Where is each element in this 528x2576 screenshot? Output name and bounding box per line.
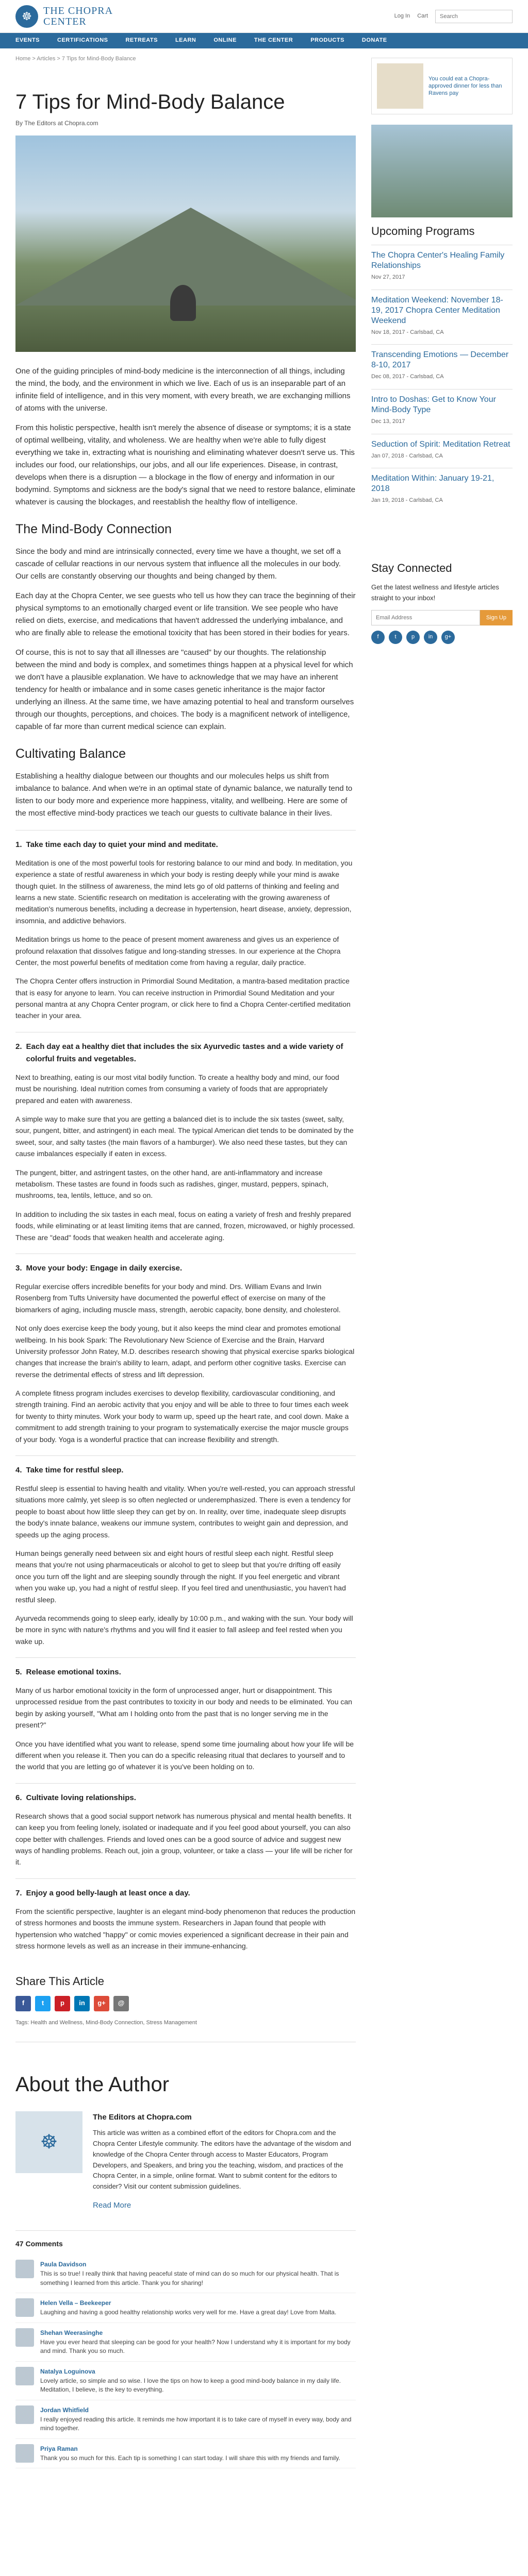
tip-heading bbox=[15, 1887, 356, 1900]
sidebar bbox=[371, 48, 513, 2489]
nav-item-learn[interactable]: LEARN bbox=[175, 37, 196, 44]
tip-item bbox=[15, 1032, 356, 1243]
pinterest-icon[interactable]: p bbox=[406, 631, 420, 644]
tip-paragraph: The pungent, bitter, and astringent tastes, on the other hand, are anti-inflammatory and increase metabolism. These tastes are found in foods such as radishes, ginger, mustard, peppers, spinach, mushrooms, tea, lentils, lettuce, and so on. bbox=[15, 1168, 328, 1200]
nav-item-certifications[interactable]: CERTIFICATIONS bbox=[57, 37, 108, 44]
tip-heading bbox=[15, 1041, 356, 1065]
subscribe-form bbox=[371, 610, 513, 625]
commenter-name[interactable]: Paula Davidson bbox=[40, 2261, 87, 2268]
tips-list bbox=[15, 830, 356, 1952]
article-column bbox=[15, 48, 356, 2489]
commenter-name[interactable]: Priya Raman bbox=[40, 2445, 78, 2452]
comments-heading: 47 Comments bbox=[15, 2230, 356, 2249]
comment-item bbox=[15, 2255, 356, 2293]
comment-text: I really enjoyed reading this article. It reminds me how important it is to take care of myself in every way, body and mind together. bbox=[40, 2415, 352, 2432]
ad-image bbox=[377, 63, 423, 109]
nav-item-the-center[interactable]: THE CENTER bbox=[254, 37, 293, 44]
hero-image bbox=[15, 135, 356, 352]
tip-title: Release emotional toxins. bbox=[26, 1668, 121, 1677]
tip-paragraph: Regular exercise offers incredible benefits for your body and mind. Drs. William Evans and Irwin Rosenberg from Tufts University have documented the powerful effect of exercise on many of the biomarkers of aging, including muscle mass, strength, aerobic capacity, bone density, and cholesterol. bbox=[15, 1282, 341, 1314]
comment-text: Lovely article, so simple and so wise. I love the tips on how to keep a good mind-body balance in my daily life. Meditation, I believe, is the key to everything. bbox=[40, 2377, 341, 2394]
comment-item bbox=[15, 2439, 356, 2469]
program-date: Dec 08, 2017 - Carlsbad, CA bbox=[371, 374, 444, 380]
share-buttons bbox=[15, 1996, 356, 2011]
tip-number: 6. bbox=[15, 1793, 22, 1802]
tip-item bbox=[15, 1783, 356, 1868]
program-item[interactable] bbox=[371, 245, 513, 290]
comment-text: Thank you so much for this. Each tip is something I can start today. I will share this with my friends and family. bbox=[40, 2454, 340, 2462]
facebook-share-icon[interactable]: f bbox=[15, 1996, 31, 2011]
commenter-name[interactable]: Helen Vella – Beekeeper bbox=[40, 2299, 111, 2307]
tip-heading bbox=[15, 1666, 356, 1679]
tip-number: 3. bbox=[15, 1263, 22, 1273]
sidebar-ad[interactable] bbox=[371, 58, 513, 114]
tip-number: 5. bbox=[15, 1668, 22, 1677]
tip-number: 2. bbox=[15, 1042, 22, 1051]
header-actions bbox=[394, 10, 513, 23]
author-read-more-link[interactable]: Read More bbox=[93, 2200, 131, 2210]
program-item[interactable] bbox=[371, 389, 513, 434]
nav-item-events[interactable]: EVENTS bbox=[15, 37, 40, 44]
tip-number: 7. bbox=[15, 1888, 22, 1897]
main-nav bbox=[0, 33, 528, 48]
body-paragraph: Each day at the Chopra Center, we see guests who tell us how they can trace the beginning of their physical symptoms to an emotionally charged event or life transition. We see people who have relied on diets, exercise, and medications that haven't addressed the underlying imbalance, and who are finally able to release the emotional toxicity that has been stored in their bodies for years. bbox=[15, 591, 356, 637]
page-title: 7 Tips for Mind-Body Balance bbox=[15, 90, 285, 113]
ad-text: You could eat a Chopra-approved dinner for less than Ravens pay bbox=[428, 75, 502, 97]
about-heading: About the Author bbox=[15, 2073, 170, 2096]
lotus-logo-icon: ☸ bbox=[15, 5, 38, 28]
body-paragraph: Since the body and mind are intrinsically connected, every time we have a thought, we set off a cascade of cellular reactions in our nervous system that influence all the molecules in our body. Our cells are constantly observing our thoughts and being changed by them. bbox=[15, 547, 341, 581]
article-tags[interactable]: Tags: Health and Wellness, Mind-Body Connection, Stress Management bbox=[15, 2019, 356, 2043]
site-logo[interactable] bbox=[15, 5, 113, 28]
cart-link[interactable]: Cart bbox=[417, 12, 428, 19]
tip-item bbox=[15, 1878, 356, 1952]
share-heading: Share This Article bbox=[15, 1975, 105, 1988]
tip-paragraph: Research shows that a good social support network has numerous physical and mental health benefits. It can keep you from feeling lonely, isolated or inadequate and if you feel good about yourself, you can also cope better with challenges. Friends and loved ones can be a good source of advice and suggest new ways of handling problems. Reach out, join a group, volunteer, or take a class — your life will be richer for it. bbox=[15, 1811, 353, 1867]
program-item[interactable] bbox=[371, 290, 513, 345]
linkedin-share-icon[interactable]: in bbox=[74, 1996, 90, 2011]
tip-paragraph: Human beings generally need between six and eight hours of restful sleep each night. Restful sleep means that you're not using pharmaceuticals or alcohol to get to sleep but that you're drifting off easily once you turn off the light and are sleeping soundly through the night. If you feel energetic and vibrant when you wake up, you had a night of restful sleep. If you feel tired and unenthusiastic, you haven't had restful sleep. bbox=[15, 1549, 346, 1604]
tip-paragraph: Ayurveda recommends going to sleep early, ideally by 10:00 p.m., and waking with the sun. Your body will be more in sync with nature's rhythms and you will find it easier to fall asleep and feel rested when you wake up. bbox=[15, 1614, 353, 1646]
tip-paragraph: A simple way to make sure that you are getting a balanced diet is to include the six tastes (sweet, salty, sour, pungent, bitter, and astringent) in each meal. The typical American diet tends to be dominated by the sweet, sour, and salty tastes (the main flavors of a hamburger). We also need these tastes, but they can cause imbalances especially if eaten in excess. bbox=[15, 1115, 354, 1158]
google-plus-icon[interactable]: g+ bbox=[441, 631, 455, 644]
google-plus-share-icon[interactable]: g+ bbox=[94, 1996, 109, 2011]
comments-list bbox=[15, 2255, 356, 2468]
sidebar-photo bbox=[371, 125, 513, 217]
tip-title: Enjoy a good belly-laugh at least once a day. bbox=[26, 1888, 190, 1897]
logo-text: THE CHOPRA CENTER bbox=[43, 5, 113, 27]
program-title[interactable]: Seduction of Spirit: Meditation Retreat bbox=[371, 439, 510, 449]
login-link[interactable]: Log In bbox=[394, 12, 410, 19]
body-paragraph: Establishing a healthy dialogue between our thoughts and our molecules helps us shift from imbalance to balance. And when we're in an optimal state of dynamic balance, we naturally tend to listen to our body more and experience more happiness, vitality, and wellbeing. Here are some of the most effective mind-body practices we teach our guests to cultivate balance in their lives. bbox=[15, 771, 353, 818]
tip-paragraph: Next to breathing, eating is our most vital bodily function. To create a healthy body and mind, our food must be nourishing. Ideal nutrition comes from consuming a variety of foods that are appropriately prepared and eaten with awareness. bbox=[15, 1073, 339, 1105]
email-share-icon[interactable]: @ bbox=[113, 1996, 129, 2011]
comment-item bbox=[15, 2362, 356, 2400]
author-logo-icon: ☸ bbox=[15, 2111, 82, 2173]
tip-paragraph: Once you have identified what you want to release, spend some time journaling about how your life will be different when you release it. Then you can do a specific releasing ritual that declares to yourself and to the world that you are letting go of whatever it is you've been holding on to. bbox=[15, 1739, 354, 1771]
upcoming-programs-heading: Upcoming Programs bbox=[371, 225, 475, 238]
nav-item-products[interactable]: PRODUCTS bbox=[310, 37, 344, 44]
program-date: Nov 18, 2017 - Carlsbad, CA bbox=[371, 329, 444, 335]
commenter-name[interactable]: Shehan Weerasinghe bbox=[40, 2329, 103, 2336]
hero-person bbox=[170, 285, 196, 321]
tip-paragraph: In addition to including the six tastes in each meal, focus on eating a variety of fresh and freshly prepared foods, while eliminating or at least limiting items that are canned, frozen, microwaved, or highly processed. These are "dead" foods that weaken health and accelerate aging. bbox=[15, 1210, 355, 1242]
tip-title: Take time each day to quiet your mind and meditate. bbox=[26, 840, 218, 849]
tip-title: Take time for restful sleep. bbox=[26, 1466, 124, 1475]
tip-paragraph: Restful sleep is essential to having health and vitality. When you're well-rested, you can approach stressful situations more calmly, yet sleep is so often neglected or underemphasized. There is even a tendency for people to boast about how little sleep they can get by on. In reality, over time, inadequate sleep disrupts the body's innate balance, weakens our immune system, contributes to weight gain and depression, and speeds up the aging process. bbox=[15, 1484, 355, 1539]
author-box bbox=[15, 2111, 356, 2212]
program-title[interactable]: Transcending Emotions — December 8-10, 2017 bbox=[371, 350, 509, 370]
programs-list bbox=[371, 245, 513, 513]
tip-item bbox=[15, 1455, 356, 1647]
commenter-avatar bbox=[15, 2405, 34, 2424]
comment-item bbox=[15, 2323, 356, 2362]
tip-title: Each day eat a healthy diet that includes the six Ayurvedic tastes and a wide variety of colorful fruits and vegetables. bbox=[26, 1042, 343, 1063]
nav-item-donate[interactable]: DONATE bbox=[361, 37, 387, 44]
page-body bbox=[0, 48, 528, 2489]
program-item[interactable] bbox=[371, 344, 513, 389]
tip-item bbox=[15, 1657, 356, 1773]
tip-heading bbox=[15, 1792, 356, 1804]
program-date: Jan 19, 2018 - Carlsbad, CA bbox=[371, 497, 443, 504]
program-title[interactable]: Meditation Within: January 19-21, 2018 bbox=[371, 474, 494, 494]
pinterest-share-icon[interactable]: p bbox=[55, 1996, 70, 2011]
comment-text: Laughing and having a good healthy relationship works very well for me. Have a great day! Love from Malta. bbox=[40, 2309, 337, 2316]
tip-number: 4. bbox=[15, 1466, 22, 1475]
tip-paragraph: From the scientific perspective, laughter is an elegant mind-body phenomenon that reduces the production of stress hormones and boosts the immune system. Researchers in Japan found that people with hypertension who watched "happy" or comic movies experienced a significant decrease in their pain and stress hormone levels as well as an increase in their immune-enhancing. bbox=[15, 1907, 356, 1950]
tip-paragraph: A complete fitness program includes exercises to develop flexibility, cardiovascular conditioning, and strength training. Find an aerobic activity that you enjoy and will be able to three to four times each week for twenty to thirty minutes. Work your body to warm up, speed up the heart rate, and cool down. Make a commitment to add strength training to your program to systematically exercise the major muscle groups of your body. Yoga is a wonderful practice that can increase flexibility and strength. bbox=[15, 1389, 349, 1444]
program-date: Jan 07, 2018 - Carlsbad, CA bbox=[371, 452, 443, 459]
email-field[interactable] bbox=[371, 610, 480, 625]
tip-heading bbox=[15, 839, 356, 851]
search-input[interactable] bbox=[435, 10, 513, 23]
tip-paragraph: Not only does exercise keep the body young, but it also keeps the mind clear and promotes emotional wellbeing. In his book Spark: The Revolutionary New Science of Exercise and the Brain, Harvard University professor John Ratey, M.D. describes research showing that physical exercise sparks biological changes that increase the brain's ability to learn, adapt, and perform other cognitive tasks. Exercise can reverse the detrimental effects of stress and lift depression. bbox=[15, 1324, 355, 1379]
linkedin-icon[interactable]: in bbox=[424, 631, 437, 644]
tip-paragraph: Meditation is one of the most powerful tools for restoring balance to our mind and body. In meditation, you experience a state of restful awareness in which your body is resting deeply while your mind is awake though quiet. In the stillness of awareness, the mind lets go of old patterns of thinking and feeling and learns a new state. Scientific research on meditation is accelerating with the growing awareness of meditation's numerous benefits, including a decrease in hypertension, heart disease, anxiety, depression, insomnia, and addictive behaviors. bbox=[15, 858, 353, 925]
stay-connected-text: Get the latest wellness and lifestyle articles straight to your inbox! bbox=[371, 583, 499, 602]
program-date: Nov 27, 2017 bbox=[371, 274, 405, 281]
program-item[interactable] bbox=[371, 434, 513, 468]
commenter-avatar bbox=[15, 2328, 34, 2347]
section-heading: Cultivating Balance bbox=[15, 746, 126, 761]
facebook-icon[interactable]: f bbox=[371, 631, 385, 644]
comment-item bbox=[15, 2400, 356, 2439]
tip-number: 1. bbox=[15, 840, 22, 849]
program-title[interactable]: Intro to Doshas: Get to Know Your Mind-Body Type bbox=[371, 395, 496, 415]
program-date: Dec 13, 2017 bbox=[371, 418, 405, 425]
tip-paragraph: The Chopra Center offers instruction in Primordial Sound Meditation, a mantra-based meditation practice that is easy for anyone to learn. You can receive instruction in Primordial Sound Meditation and your personal mantra at any Chopra Center program, or click here to find a Chopra Center-certified meditation teacher in your area. bbox=[15, 977, 351, 1020]
commenter-name[interactable]: Natalya Loguinova bbox=[40, 2367, 95, 2375]
nav-item-retreats[interactable]: RETREATS bbox=[125, 37, 158, 44]
intro-paragraph: One of the guiding principles of mind-body medicine is the interconnection of all things, including the mind, the body, and the environment in which we live. Each of us is an inseparable part of an infinite field of intelligence, and in this very moment, with every breath, we are exchanging millions of atoms with the universe. bbox=[15, 366, 351, 413]
body-paragraph: Of course, this is not to say that all illnesses are "caused" by our thoughts. The relationship between the mind and body is complex, and sometimes things happen at a physical level for which we don't have a plausible explanation. We have to acknowledge that we may have an inherent tendency for health or imbalance and in some cases genetic inheritance is the major factor underlying an illness. At the same time, we have amazing potential to heal and transform ourselves through our thoughts, perceptions, and choices. The body is a magnificent network of intelligence, capable of far more than current medical science can explain. bbox=[15, 648, 354, 731]
commenter-name[interactable]: Jordan Whitfield bbox=[40, 2406, 89, 2414]
tip-title: Cultivate loving relationships. bbox=[26, 1793, 136, 1802]
program-title[interactable]: Meditation Weekend: November 18-19, 2017 Chopra Center Meditation Weekend bbox=[371, 295, 503, 325]
commenter-avatar bbox=[15, 2367, 34, 2385]
author-bio: This article was written as a combined effort of the editors for Chopra.com and the Chopra Center Lifestyle community. The editors have the advantage of the wisdom and knowledge of the Chopra Center through access to Master Educators, Program Developers, and Speakers, and bring you the teaching, wisdom, and practices of the Chopra Center, in a simple, online format. Want to submit content for the editors to consider? Visit our content submission guidelines. bbox=[93, 2129, 352, 2191]
social-icons bbox=[371, 631, 513, 644]
tip-item bbox=[15, 830, 356, 1022]
comment-text: Have you ever heard that sleeping can be good for your health? Now I understand why it is important for my body and mind. Thank you so much. bbox=[40, 2338, 351, 2355]
twitter-icon[interactable]: t bbox=[389, 631, 402, 644]
subscribe-button[interactable]: Sign Up bbox=[480, 610, 513, 625]
tip-paragraph: Meditation brings us home to the peace of present moment awareness and gives us an experience of profound relaxation that dissolves fatigue and long-standing stresses. In our experience at the Chopra Center, the most powerful benefits of meditation come from having a regular, daily practice. bbox=[15, 935, 341, 967]
nav-item-online[interactable]: ONLINE bbox=[213, 37, 237, 44]
stay-connected bbox=[371, 559, 513, 644]
section-heading: The Mind-Body Connection bbox=[15, 521, 172, 536]
tip-heading bbox=[15, 1464, 356, 1477]
site-header bbox=[0, 0, 528, 33]
commenter-avatar bbox=[15, 2298, 34, 2317]
comment-text: This is so true! I really think that having peaceful state of mind can do so much for our physical health. That is something I learned from this article. Thank you for sharing! bbox=[40, 2270, 339, 2286]
program-title[interactable]: The Chopra Center's Healing Family Relationships bbox=[371, 251, 505, 270]
commenter-avatar bbox=[15, 2260, 34, 2278]
comment-item bbox=[15, 2293, 356, 2323]
tip-paragraph: Many of us harbor emotional toxicity in the form of unprocessed anger, hurt or disappointment. This unprocessed residue from the past contributes to toxicity in our body and needs to be eliminated. You can begin by asking yourself, "What am I holding onto from the past that is no longer serving me in the present?" bbox=[15, 1686, 352, 1730]
tip-heading bbox=[15, 1262, 356, 1275]
program-item[interactable] bbox=[371, 468, 513, 513]
stay-connected-heading: Stay Connected bbox=[371, 561, 452, 574]
author-name: The Editors at Chopra.com bbox=[93, 2113, 192, 2122]
commenter-avatar bbox=[15, 2444, 34, 2463]
breadcrumb[interactable]: Home > Articles > 7 Tips for Mind-Body Balance bbox=[15, 56, 136, 62]
tip-item bbox=[15, 1253, 356, 1445]
twitter-share-icon[interactable]: t bbox=[35, 1996, 51, 2011]
article-byline: By The Editors at Chopra.com bbox=[15, 119, 98, 127]
intro-paragraph: From this holistic perspective, health isn't merely the absence of disease or symptoms; it is a state of optimal wellbeing, vitality, and wholeness. We are healthy when we're able to fully digest everything we take in, extracting what is nourishing and eliminating whatever doesn't serve us. This includes our food, our relationships, our jobs, and all our life experiences. Disease, in contrast, develops when there is a disruption — a blockage in the flow of energy and information in our bodymind. Symptoms and sickness are the body's signal that we need to restore balance, eliminate whatever is causing the blockages, and reestablish the healthy flow of intelligence. bbox=[15, 423, 356, 506]
tip-title: Move your body: Engage in daily exercise. bbox=[26, 1263, 183, 1273]
